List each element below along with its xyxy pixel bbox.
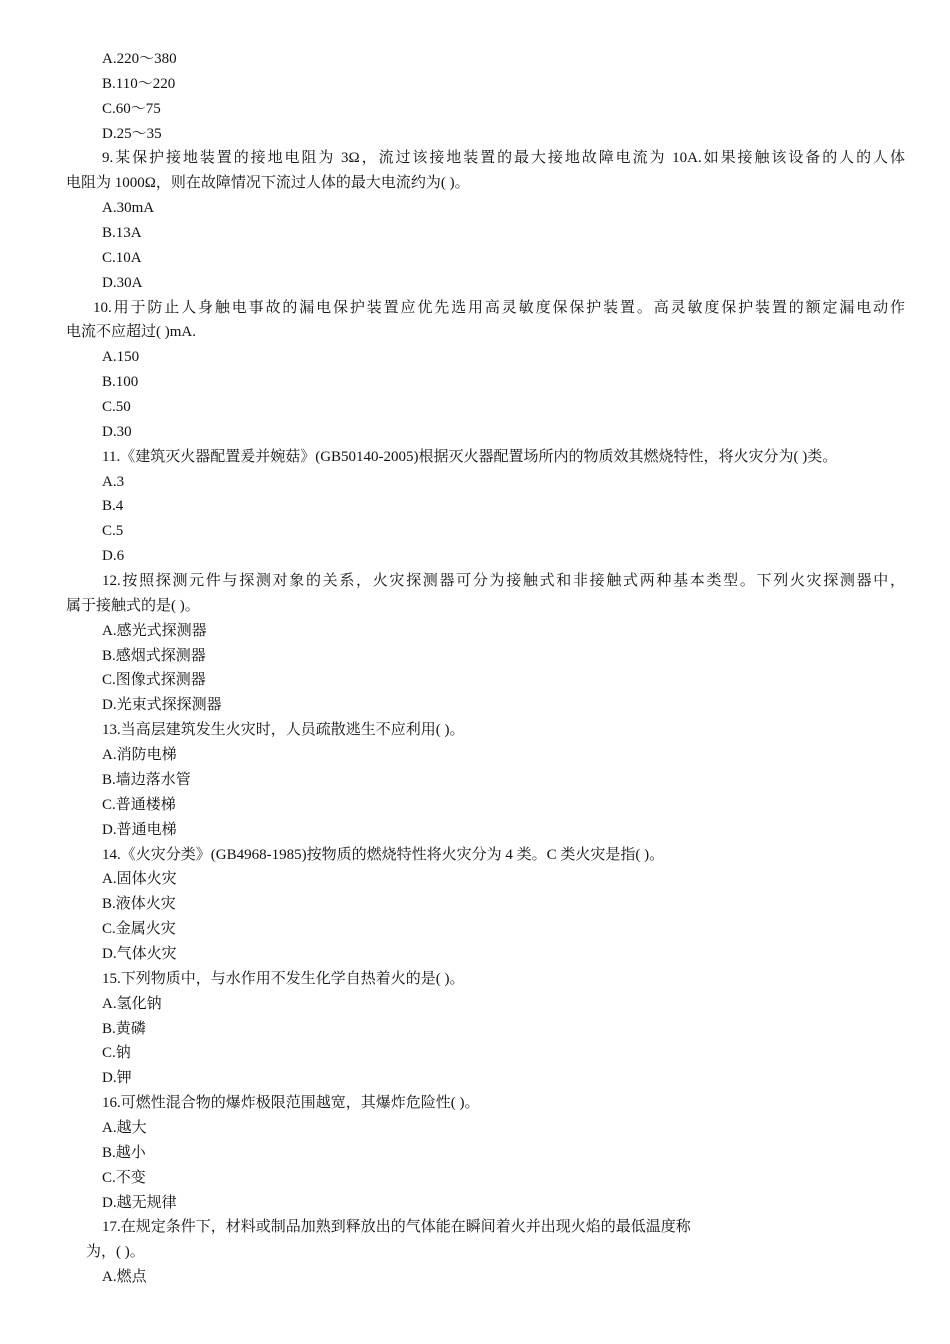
question-continuation-line: 为，( )。 — [86, 1244, 145, 1261]
option-line: D.普通电梯 — [102, 821, 177, 838]
option-line: C.图像式探测器 — [102, 672, 206, 689]
option-line: B.液体火灾 — [102, 896, 176, 913]
option-line: C.钠 — [102, 1045, 131, 1062]
option-line: C.金属火灾 — [102, 921, 176, 938]
option-line: C.普通楼梯 — [102, 796, 176, 813]
option-line: B.100 — [102, 374, 139, 391]
question-continuation-line: 属于接触式的是( )。 — [66, 597, 200, 614]
option-line: B.110～220 — [102, 75, 176, 92]
question-line: 15.下列物质中，与水作用不发生化学自热着火的是( )。 — [102, 970, 465, 987]
option-line: D.30A — [102, 274, 143, 291]
option-line: B.黄磷 — [102, 1020, 146, 1037]
question-line: 17.在规定条件下，材料或制品加熟到释放出的气体能在瞬间着火并出现火焰的最低温度称 — [102, 1219, 691, 1236]
option-line: B.墙边落水管 — [102, 771, 191, 788]
question-line: 14.《火灾分类》(GB4968-1985)按物质的燃烧特性将火灾分为 4 类。C 类火灾是指( )。 — [102, 846, 665, 863]
option-line: A.150 — [102, 349, 140, 366]
option-line: A.固体火灾 — [102, 871, 177, 888]
question-line: 12.按照探测元件与探测对象的关系，火灾探测器可分为接触式和非接触式两种基本类型。下列火灾探测器中， — [102, 573, 905, 590]
option-line: C.60～75 — [102, 100, 161, 117]
question-list — [0, 47, 950, 1290]
option-line: B.4 — [102, 498, 124, 515]
question-line: 16.可燃性混合物的爆炸极限范围越宽，其爆炸危险性( )。 — [102, 1095, 480, 1112]
option-line: D.光束式探探测器 — [102, 697, 222, 714]
option-line: D.钾 — [102, 1070, 132, 1087]
option-line: B.感烟式探测器 — [102, 647, 206, 664]
question-line: 9.某保护接地装置的接地电阻为 3Ω，流过该接地装置的最大接地故障电流为 10A.如果接触该设备的人的人体 — [102, 150, 905, 167]
option-line: A.3 — [102, 473, 125, 490]
option-line: C.50 — [102, 399, 131, 416]
option-line: C.10A — [102, 249, 142, 266]
option-line: A.30mA — [102, 200, 155, 217]
question-line: 10.用于防止人身触电事故的漏电保护装置应优先选用高灵敏度保保护装置。高灵敏度保护装置的额定漏电动作 — [93, 299, 905, 316]
option-line: D.30 — [102, 423, 132, 440]
option-line: A.感光式探测器 — [102, 622, 207, 639]
question-continuation-line: 电流不应超过( )mA. — [66, 324, 196, 341]
option-line: A.越大 — [102, 1119, 147, 1136]
option-line: A.消防电梯 — [102, 747, 177, 764]
option-line: D.气体火灾 — [102, 945, 177, 962]
option-line: A.氢化钠 — [102, 995, 162, 1012]
question-continuation-line: 电阻为 1000Ω，则在故障情况下流过人体的最大电流约为( )。 — [66, 175, 470, 192]
option-line: B.13A — [102, 225, 142, 242]
option-line: B.越小 — [102, 1144, 146, 1161]
question-line: 11.《建筑灭火器配置爰并婉菇》(GB50140-2005)根据灭火器配置场所内的物质效其燃烧特性，将火灾分为( )类。 — [102, 448, 838, 465]
option-line: C.不变 — [102, 1169, 146, 1186]
option-line: D.6 — [102, 548, 125, 565]
option-line: A.燃点 — [102, 1269, 147, 1286]
option-line: D.越无规律 — [102, 1194, 177, 1211]
option-line: A.220～380 — [102, 51, 177, 67]
question-line: 13.当高层建筑发生火灾时，人员疏散逃生不应利用( )。 — [102, 722, 465, 739]
option-line: C.5 — [102, 523, 124, 540]
option-line: D.25～35 — [102, 125, 162, 142]
